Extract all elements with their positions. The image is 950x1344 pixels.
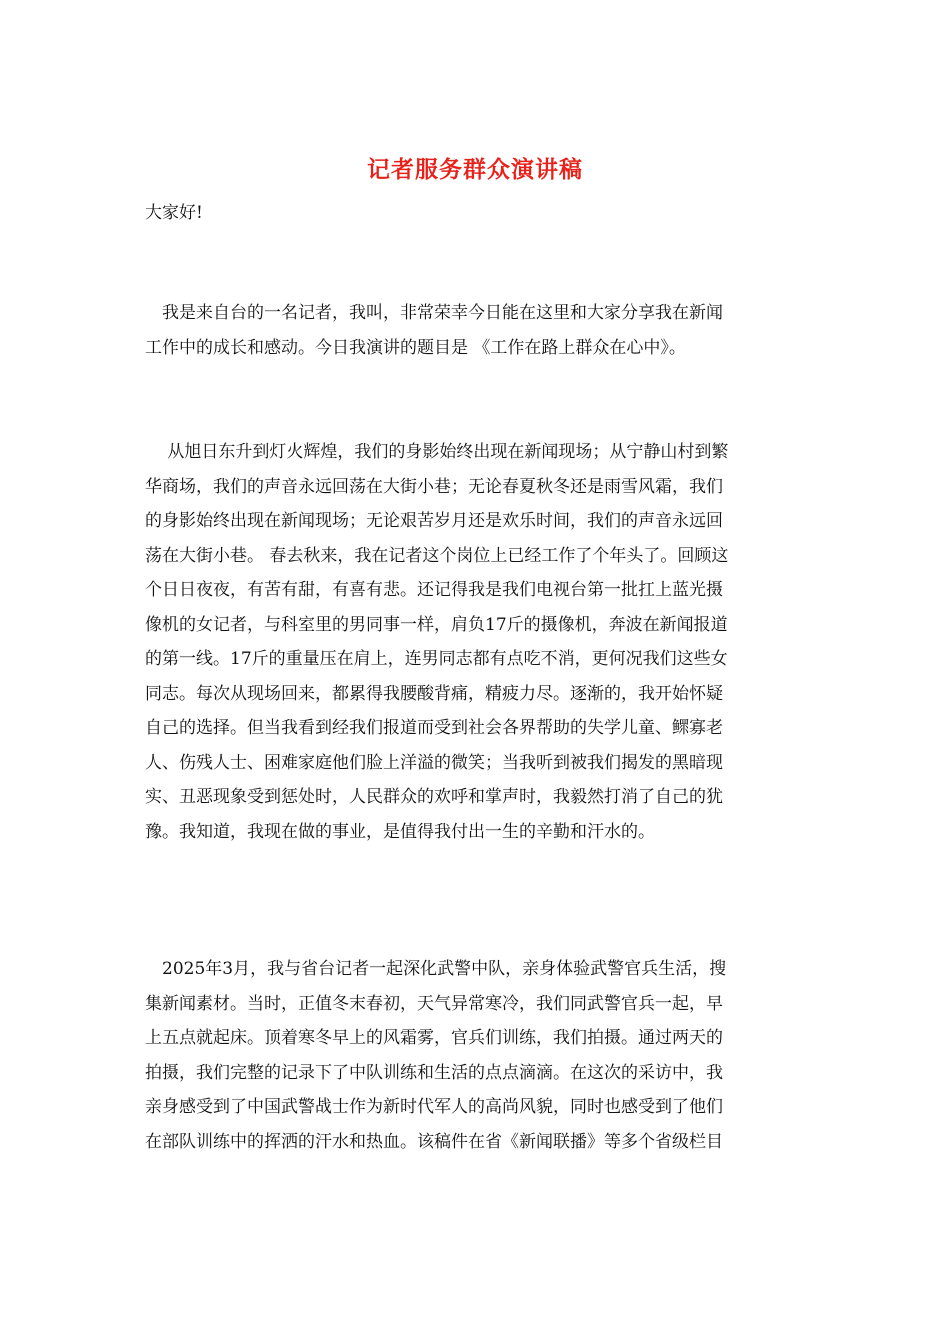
paragraph-line: 豫。我知道，我现在做的事业，是值得我付出一生的辛勤和汗水的。 [145, 821, 655, 842]
greeting-text: 大家好! [145, 203, 203, 223]
paragraph-line: 拍摄，我们完整的记录下了中队训练和生活的点点滴滴。在这次的采访中，我 [145, 1062, 723, 1083]
document-title: 记者服务群众演讲稿 [367, 156, 583, 183]
paragraph-line: 2025年3月，我与省台记者一起深化武警中队，亲身体验武警官兵生活，搜 [145, 959, 727, 979]
paragraph-line: 我是来自台的一名记者，我叫，非常荣幸今日能在这里和大家分享我在新闻 [145, 303, 723, 323]
paragraph-line: 荡在大街小巷。 春去秋来，我在记者这个岗位上已经工作了个年头了。回顾这 [145, 545, 729, 566]
paragraph-line: 的第一线。17斤的重量压在肩上，连男同志都有点吃不消，更何况我们这些女 [145, 649, 728, 669]
paragraph-line: 从旭日东升到灯火辉煌，我们的身影始终出现在新闻现场；从宁静山村到繁 [145, 442, 729, 462]
paragraph-line: 亲身感受到了中国武警战士作为新时代军人的高尚风貌，同时也感受到了他们 [145, 1097, 723, 1117]
paragraph-armed-police [145, 952, 807, 1159]
paragraph-line: 自己的选择。但当我看到经我们报道而受到社会各界帮助的失学儿童、鳏寡老 [145, 718, 723, 738]
paragraph-line: 集新闻素材。当时，正值冬末春初，天气异常寒冷，我们同武警官兵一起，早 [145, 993, 723, 1014]
paragraph-line: 个日日夜夜，有苦有甜，有喜有悲。还记得我是我们电视台第一批扛上蓝光摄 [145, 580, 723, 600]
paragraph-line: 华商场，我们的声音永远回荡在大街小巷；无论春夏秋冬还是雨雪风霜，我们 [145, 476, 723, 497]
paragraph-line: 同志。每次从现场回来，都累得我腰酸背痛，精疲力尽。逐渐的，我开始怀疑 [145, 683, 723, 704]
paragraph-line: 像机的女记者，与科室里的男同事一样，肩负17斤的摄像机，奔波在新闻报道 [145, 614, 728, 635]
paragraph-line: 实、丑恶现象受到惩处时，人民群众的欢呼和掌声时，我毅然打消了自己的犹 [145, 787, 723, 807]
paragraph-line: 上五点就起床。顶着寒冬早上的风霜雾，官兵们训练，我们拍摄。通过两天的 [145, 1028, 723, 1048]
paragraph-line: 的身影始终出现在新闻现场；无论艰苦岁月还是欢乐时间，我们的声音永远回 [145, 511, 723, 531]
paragraph-line: 工作中的成长和感动。今日我演讲的题目是 《工作在路上群众在心中》。 [145, 337, 686, 358]
paragraph-line: 在部队训练中的挥洒的汗水和热血。该稿件在省《新闻联播》等多个省级栏目 [145, 1131, 723, 1152]
paragraph-intro [145, 296, 807, 365]
paragraph-line: 人、伤残人士、困难家庭他们脸上洋溢的微笑；当我听到被我们揭发的黑暗现 [145, 752, 723, 773]
paragraph-career [145, 435, 807, 849]
